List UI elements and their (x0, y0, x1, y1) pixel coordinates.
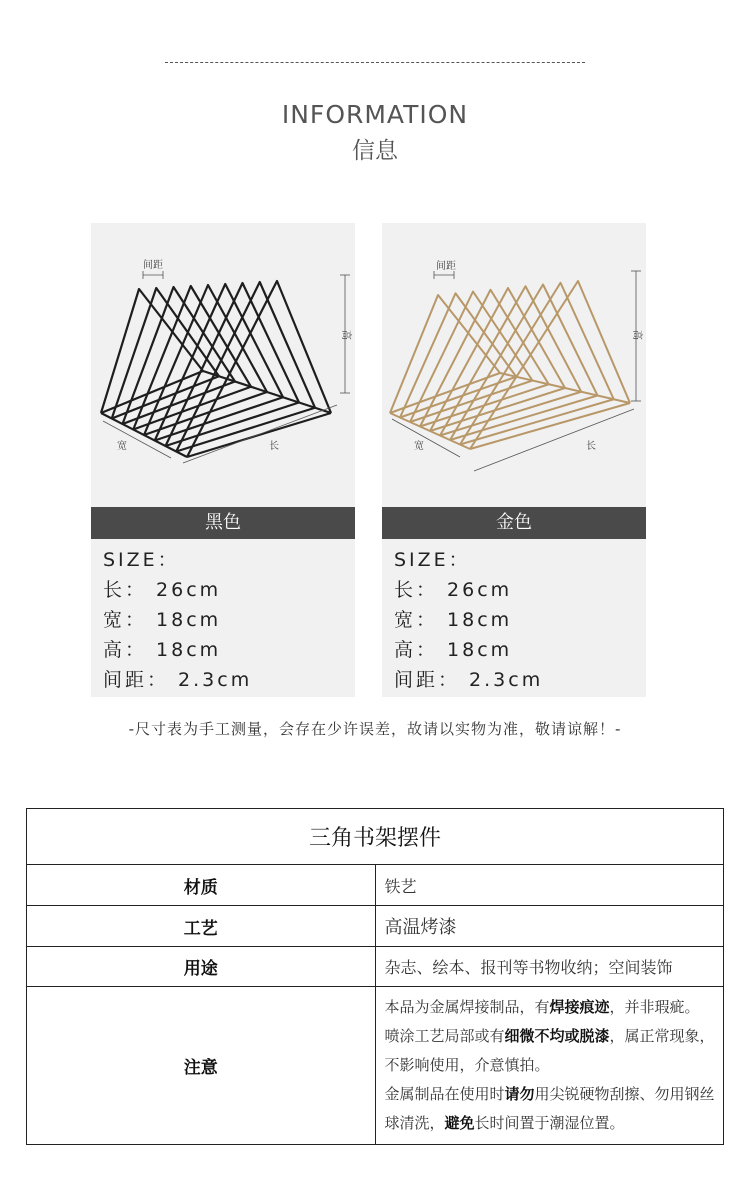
notice-text: 本品为金属焊接制品，有 (384, 998, 550, 1016)
product-image-black (91, 223, 355, 507)
size-width: 宽： 18cm (103, 609, 222, 631)
color-label-black: 黑色 (91, 507, 355, 539)
dim-label-height: 高 (340, 330, 351, 340)
size-spacing: 间距： 2.3cm (103, 669, 253, 691)
notice-emphasis: 细微不均或脱漆 (504, 1027, 610, 1045)
gold-rack-drawing (382, 223, 646, 507)
dim-label-spacing: 间距 (143, 260, 163, 271)
dim-label-spacing: 间距 (436, 261, 456, 272)
size-width: 宽： 18cm (394, 609, 513, 631)
size-list-black (103, 545, 252, 695)
spec-value-material: 铁艺 (375, 865, 724, 906)
dim-label-height: 高 (631, 330, 642, 340)
notice-line-1 (385, 993, 716, 1022)
divider-dashed-line (165, 62, 585, 63)
size-spacing: 间距： 2.3cm (394, 669, 544, 691)
dim-label-width: 宽 (414, 441, 424, 452)
spec-value-usage: 杂志、绘本、报刊等书物收纳；空间装饰 (375, 947, 724, 987)
size-title: SIZE： (394, 549, 471, 571)
notice-text: 用尖锐硬物刮擦、勿用钢丝球清洗， (384, 1085, 715, 1132)
notice-text: 金属制品在使用时 (384, 1085, 505, 1103)
notice-emphasis: 避免 (444, 1114, 475, 1132)
dim-label-length: 长 (269, 441, 279, 452)
notice-emphasis: 焊接痕迹 (549, 998, 610, 1016)
spec-table (26, 808, 724, 1145)
section-title-cn: 信息 (352, 138, 398, 164)
spec-key-craft: 工艺 (27, 906, 376, 947)
spec-table-title: 三角书架摆件 (27, 809, 724, 865)
spec-key-notice: 注意 (27, 987, 376, 1145)
size-list-gold (394, 545, 543, 695)
product-card-gold (382, 223, 646, 697)
spec-value-notice (375, 987, 724, 1145)
dim-label-width: 宽 (117, 441, 127, 452)
dim-label-length: 长 (586, 441, 596, 452)
spec-key-material: 材质 (27, 865, 376, 906)
color-label-gold: 金色 (382, 507, 646, 539)
section-title-en: INFORMATION (281, 100, 469, 129)
product-image-gold (382, 223, 646, 507)
spec-value-craft: 高温烤漆 (375, 906, 724, 947)
size-length: 长： 26cm (394, 579, 513, 601)
notice-text: 喷涂工艺局部或有 (384, 1027, 505, 1045)
size-height: 高： 18cm (103, 639, 222, 661)
notice-text: 长时间置于潮湿位置。 (474, 1114, 625, 1132)
black-rack-drawing (91, 223, 355, 507)
size-length: 长： 26cm (103, 579, 222, 601)
notice-text: ，属正常现象，不影响使用，介意慎拍。 (384, 1027, 715, 1074)
measurement-note: -尺寸表为手工测量，会存在少许误差，故请以实物为准，敬请谅解！- (128, 720, 622, 738)
notice-text: ，并非瑕疵。 (609, 998, 700, 1016)
size-title: SIZE： (103, 549, 180, 571)
spec-key-usage: 用途 (27, 947, 376, 987)
notice-line-3 (385, 1080, 716, 1138)
notice-line-2 (385, 1022, 716, 1080)
notice-emphasis: 请勿 (504, 1085, 535, 1103)
product-card-black (91, 223, 355, 697)
size-height: 高： 18cm (394, 639, 513, 661)
